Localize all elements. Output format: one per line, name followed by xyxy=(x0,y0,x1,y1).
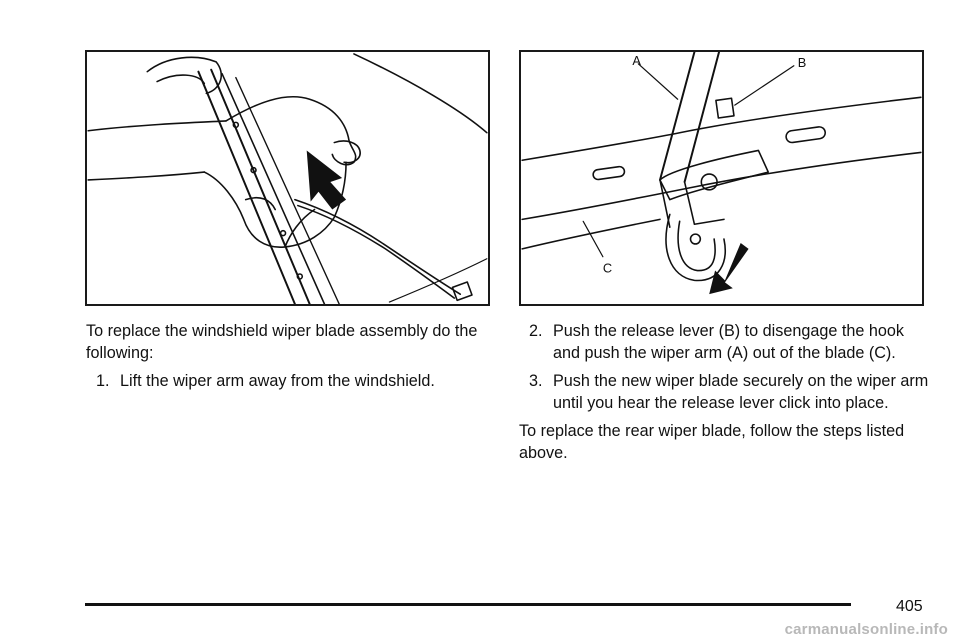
wiper-lift-illustration xyxy=(85,50,490,306)
step-3 xyxy=(519,370,929,414)
wiper-lift-drawing xyxy=(87,52,488,304)
label-b: B xyxy=(797,54,807,70)
step-1-number: 1. xyxy=(96,372,110,390)
closing-paragraph: To replace the rear wiper blade, follow the steps listed above. xyxy=(519,422,905,462)
step-1-text: Lift the wiper arm away from the windshield. xyxy=(120,372,435,390)
label-c: C xyxy=(602,260,613,276)
step-2-text: Push the release lever (B) to disengage the hook and push the wiper arm (A) out of the blade (C). xyxy=(553,322,904,362)
left-text-column xyxy=(86,320,486,398)
intro-paragraph: To replace the windshield wiper blade assembly do the following: xyxy=(86,322,478,362)
watermark: carmanualsonline.info xyxy=(784,621,948,638)
release-lever-illustration xyxy=(519,50,924,306)
step-1 xyxy=(86,370,486,392)
step-2 xyxy=(519,320,929,364)
step-3-number: 3. xyxy=(529,372,543,390)
step-2-number: 2. xyxy=(529,322,543,340)
label-a: A xyxy=(632,52,641,68)
step-3-text: Push the new wiper blade securely on the wiper arm until you hear the release lever click into place. xyxy=(553,372,929,412)
right-text-column xyxy=(519,320,929,470)
release-lever-drawing xyxy=(521,52,922,304)
page-number: 405 xyxy=(896,598,923,615)
footer-rule xyxy=(85,603,851,606)
direction-arrow-icon xyxy=(307,150,346,209)
